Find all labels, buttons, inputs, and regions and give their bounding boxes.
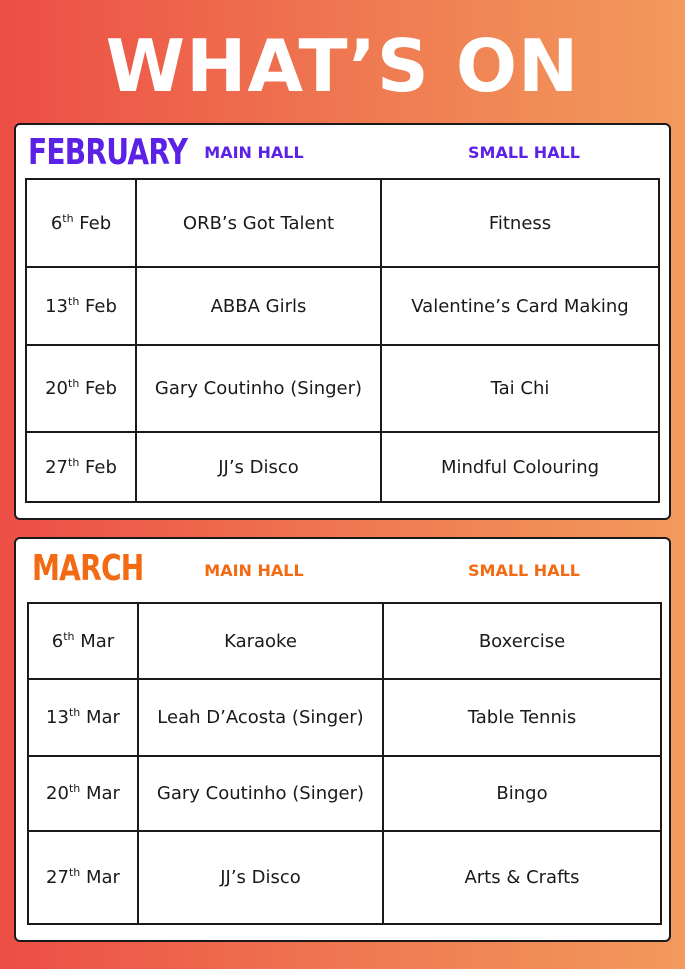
march-main-hall-label: MAIN HALL — [204, 561, 304, 580]
main-hall-event: ABBA Girls — [136, 267, 381, 345]
small-hall-event: Tai Chi — [381, 345, 659, 432]
march-panel — [14, 537, 671, 942]
main-hall-event: JJ’s Disco — [136, 432, 381, 502]
date-cell: 27th Mar — [28, 831, 138, 924]
february-schedule-table — [25, 178, 660, 503]
table-row — [28, 756, 661, 831]
small-hall-event: Fitness — [381, 179, 659, 267]
table-row — [26, 179, 659, 267]
february-month-heading: FEBRUARY — [28, 132, 188, 173]
march-small-hall-label: SMALL HALL — [468, 561, 580, 580]
main-hall-event: Gary Coutinho (Singer) — [136, 345, 381, 432]
table-row — [28, 603, 661, 679]
main-hall-event: ORB’s Got Talent — [136, 179, 381, 267]
page-title: WHAT’S ON — [105, 24, 580, 108]
february-panel — [14, 123, 671, 520]
small-hall-event: Valentine’s Card Making — [381, 267, 659, 345]
date-cell: 13th Mar — [28, 679, 138, 756]
small-hall-event: Mindful Colouring — [381, 432, 659, 502]
table-row — [28, 679, 661, 756]
table-row — [26, 345, 659, 432]
date-cell: 6th Mar — [28, 603, 138, 679]
main-hall-event: Gary Coutinho (Singer) — [138, 756, 383, 831]
date-cell: 13th Feb — [26, 267, 136, 345]
march-month-heading: MARCH — [32, 548, 144, 589]
table-row — [26, 432, 659, 502]
march-schedule-table — [27, 602, 662, 925]
table-row — [26, 267, 659, 345]
date-cell: 20th Feb — [26, 345, 136, 432]
date-cell: 20th Mar — [28, 756, 138, 831]
february-main-hall-label: MAIN HALL — [204, 143, 304, 162]
small-hall-event: Table Tennis — [383, 679, 661, 756]
date-cell: 27th Feb — [26, 432, 136, 502]
small-hall-event: Boxercise — [383, 603, 661, 679]
table-row — [28, 831, 661, 924]
small-hall-event: Bingo — [383, 756, 661, 831]
main-hall-event: JJ’s Disco — [138, 831, 383, 924]
main-hall-event: Karaoke — [138, 603, 383, 679]
february-small-hall-label: SMALL HALL — [468, 143, 580, 162]
date-cell: 6th Feb — [26, 179, 136, 267]
small-hall-event: Arts & Crafts — [383, 831, 661, 924]
main-hall-event: Leah D’Acosta (Singer) — [138, 679, 383, 756]
